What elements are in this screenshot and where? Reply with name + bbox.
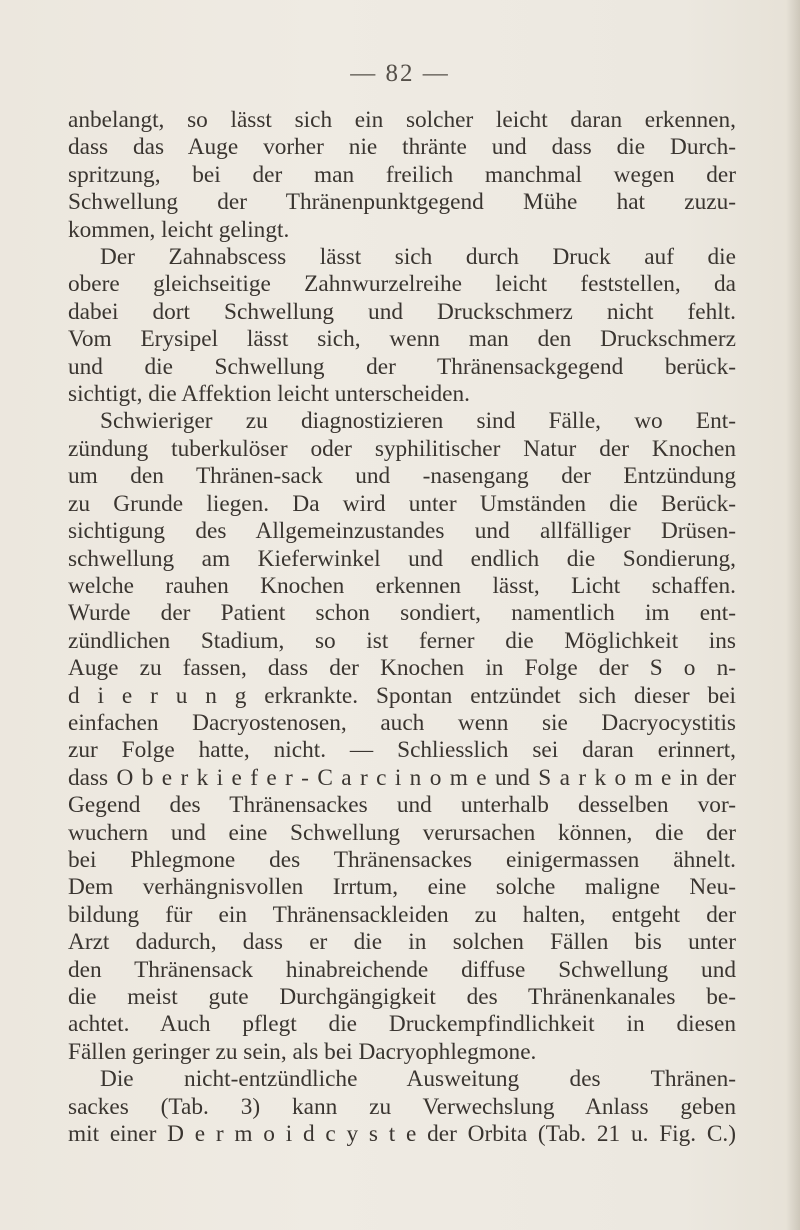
text-line: spritzung, bei der man freilich manchmal wegen der <box>68 161 736 188</box>
text-line: Schwieriger zu diagnostizieren sind Fälle, wo Ent- <box>100 408 736 435</box>
text-line: Die nicht-entzündliche Ausweitung des Thränen- <box>100 1066 736 1093</box>
text-line: sackes (Tab. 3) kann zu Verwechslung Anlass geben <box>68 1093 736 1120</box>
text-line: anbelangt, so lässt sich ein solcher leicht daran erkennen, <box>68 107 736 133</box>
text-line: dass O b e r k i e f e r - C a r c i n o m e und S a r k o m e in der <box>68 764 736 791</box>
text-line: mit einer D e r m o i d c y s t e der Orbita (Tab. 21 u. Fig. C.) <box>68 1121 736 1148</box>
text-line: die meist gute Durchgängigkeit des Thränenkanales be- <box>68 984 736 1010</box>
text-line: zündung tuberkulöser oder syphilitischer Natur der Knochen <box>68 435 736 462</box>
body-text <box>68 107 736 1148</box>
text-line: Wurde der Patient schon sondiert, namentlich im ent- <box>68 600 736 627</box>
text-line: Gegend des Thränensackes und unterhalb desselben vor- <box>68 792 736 819</box>
text-line: sichtigt, die Affektion leicht unterscheiden. <box>68 381 470 408</box>
text-line: obere gleichseitige Zahnwurzelreihe leicht feststellen, da <box>68 271 736 298</box>
text-line: sichtigung des Allgemeinzustandes und allfälliger Drüsen- <box>68 518 736 545</box>
text-line: bildung für ein Thränensackleiden zu halten, entgeht der <box>68 901 736 928</box>
text-line: schwellung am Kieferwinkel und endlich die Sondierung, <box>68 545 736 572</box>
page-edge-shadow <box>786 0 800 1230</box>
text-line: um den Thränen-sack und -nasengang der Entzündung <box>68 463 736 490</box>
page-number: — 82 — <box>350 60 450 87</box>
text-line: bei Phlegmone des Thränensackes einigermassen ähnelt. <box>68 846 736 873</box>
text-line: einfachen Dacryostenosen, auch wenn sie Dacryocystitis <box>68 709 736 736</box>
text-line: Dem verhängnisvollen Irrtum, eine solche maligne Neu- <box>68 874 736 901</box>
text-line: Arzt dadurch, dass er die in solchen Fällen bis unter <box>68 929 736 956</box>
text-line: zu Grunde liegen. Da wird unter Umständen die Berück- <box>68 490 736 517</box>
text-line: zündlichen Stadium, so ist ferner die Möglichkeit ins <box>68 627 736 654</box>
text-line: achtet. Auch pflegt die Druckempfindlichkeit in diesen <box>68 1011 736 1038</box>
text-line: dass das Auge vorher nie thränte und dass die Durch- <box>68 134 736 161</box>
text-line: d i e r u n g erkrankte. Spontan entzündet sich dieser bei <box>68 682 736 709</box>
text-line: Fällen geringer zu sein, als bei Dacryophlegmone. <box>68 1038 537 1065</box>
text-line: zur Folge hatte, nicht. — Schliesslich sei daran erinnert, <box>68 737 736 764</box>
text-line: wuchern und eine Schwellung verursachen können, die der <box>68 819 736 846</box>
text-line: welche rauhen Knochen erkennen lässt, Licht schaffen. <box>68 572 736 599</box>
text-line: Der Zahnabscess lässt sich durch Druck auf die <box>100 244 736 271</box>
text-line: Schwellung der Thränenpunktgegend Mühe hat zuzu- <box>68 189 736 216</box>
text-line: kommen, leicht gelingt. <box>68 216 290 243</box>
text-line: Auge zu fassen, dass der Knochen in Folge der S o n- <box>68 655 736 682</box>
text-line: Vom Erysipel lässt sich, wenn man den Druckschmerz <box>68 326 736 353</box>
text-line: den Thränensack hinabreichende diffuse Schwellung und <box>68 956 736 983</box>
text-line: und die Schwellung der Thränensackgegend berück- <box>68 353 736 380</box>
text-line: dabei dort Schwellung und Druckschmerz nicht fehlt. <box>68 298 736 325</box>
